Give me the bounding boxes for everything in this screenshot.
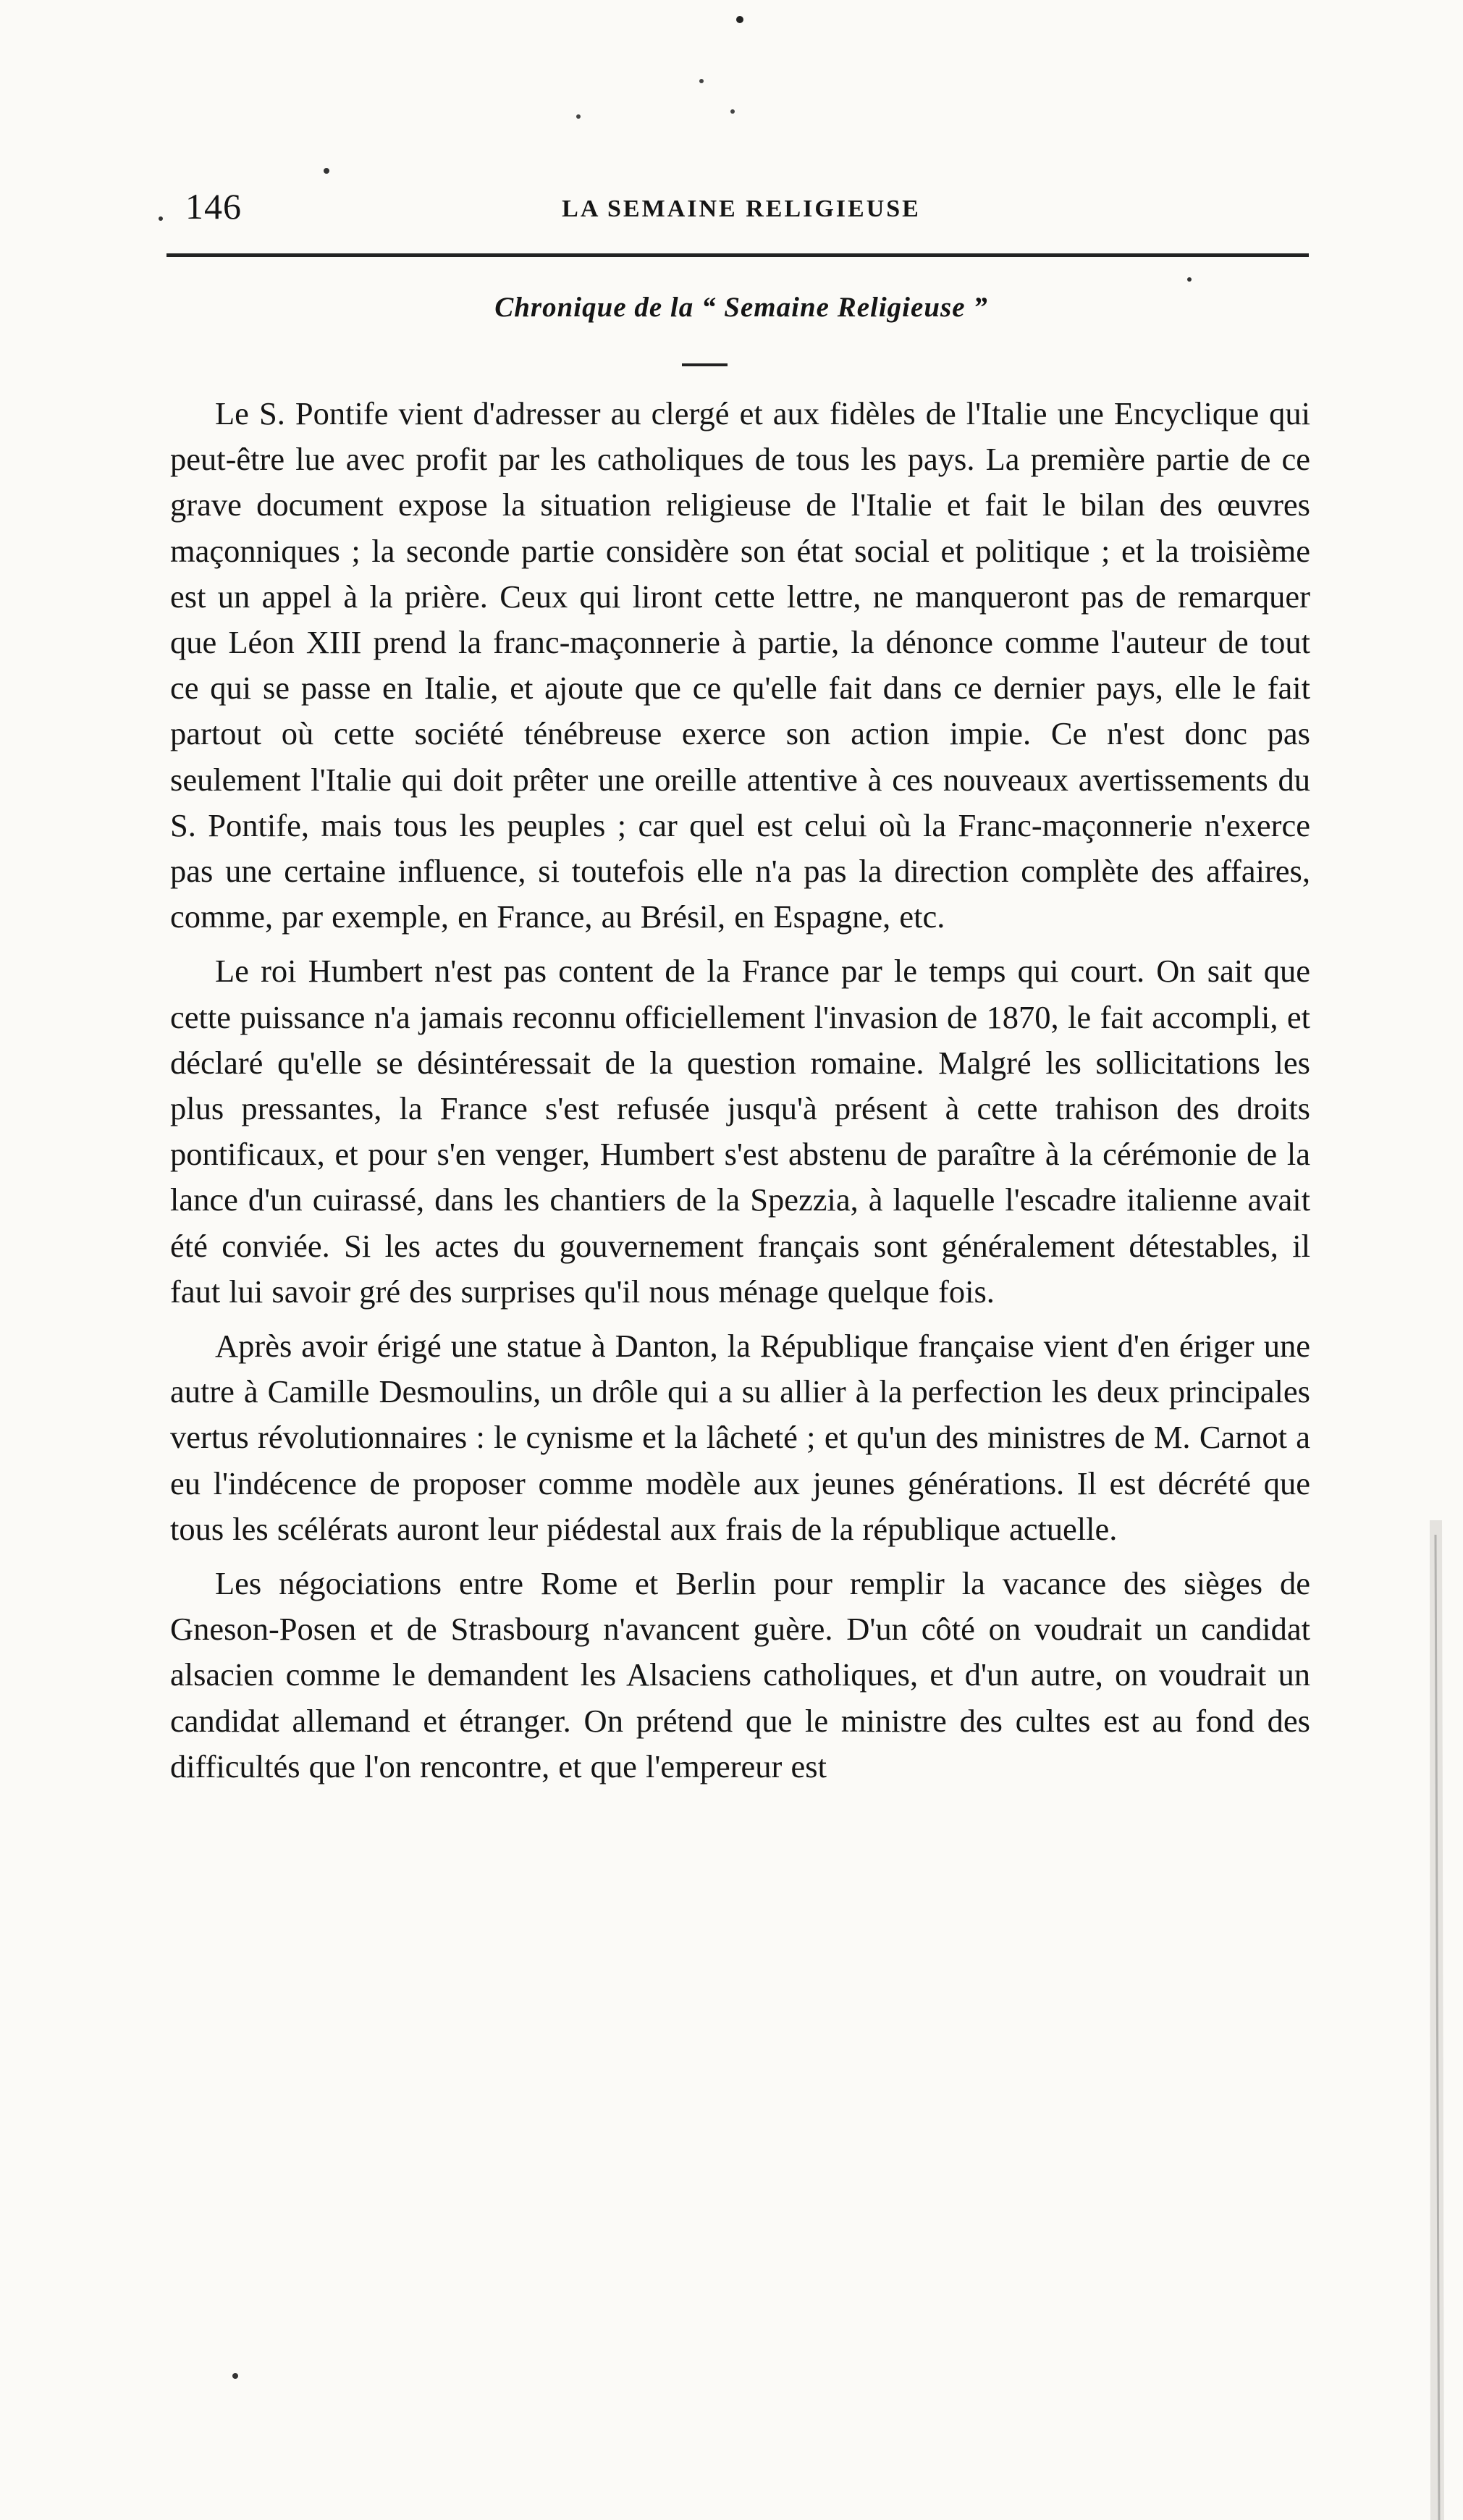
title-divider xyxy=(682,363,728,366)
paragraph-encyclique: Le S. Pontife vient d'adresser au clergé et aux fidèles de l'Italie une Encyclique qui peut-être lue avec profit par les catholiques de tous les pays. La première partie de ce grave document expose la situation religieuse de l'Italie et fait le bilan des œuvres maçonniques ; la seconde partie considère son état social et politique ; et la troisième est un appel à la prière. Ceux qui liront cette lettre, ne manqueront pas de remarquer que Léon XIII prend la franc-maçonnerie à partie, la dénonce comme l'auteur de tout ce qui se passe en Italie, et ajoute que ce qu'elle fait dans ce dernier pays, elle le fait partout où cette société ténébreuse exerce son action impie. Ce n'est donc pas seulement l'Italie qui doit prêter une oreille attentive à ces nouveaux avertissements du S. Pontife, mais tous les peuples ; car quel est celui où la Franc-maçonnerie n'exerce pas une certaine influence, si toutefois elle n'a pas la direction complète des affaires, comme, par exemple, en France, au Brésil, en Espagne, etc. xyxy=(170,395,1310,935)
header-rule xyxy=(166,253,1309,257)
running-title: LA SEMAINE RELIGIEUSE xyxy=(562,195,921,222)
paragraph-negociations: Les négociations entre Rome et Berlin pour remplir la vacance des sièges de Gneson-Posen et de Strasbourg n'avancent guère. D'un côté on voudrait un candidat alsacien comme le demandent les Alsaciens catholiques, et d'un autre, on voudrait un candidat allemand et étranger. On prétend que le ministre des cultes est au fond des difficultés que l'on rencontre, et que l'empereur est xyxy=(170,1565,1310,1784)
section-title: Chronique de la “ Semaine Religieuse ” xyxy=(494,292,988,323)
page-header xyxy=(181,185,1302,235)
page-number: 146 xyxy=(185,186,242,227)
article-body xyxy=(170,391,1310,1798)
paragraph-republique-francaise: Après avoir érigé une statue à Danton, la République française vient d'en ériger une autre à Camille Desmoulins, un drôle qui a su allier à la perfection les deux principales vertus révolutionnaires : le cynisme et la lâcheté ; et qu'un des ministres de M. Carnot a eu l'indécence de proposer comme modèle aux jeunes générations. Il est décrété que tous les scélérats auront leur piédestal aux frais de la république actuelle. xyxy=(170,1328,1310,1547)
paragraph-roi-humbert: Le roi Humbert n'est pas content de la France par le temps qui court. On sait que cette puissance n'a jamais reconnu officiellement l'invasion de 1870, le fait accompli, et déclaré qu'elle se désintéressait de la question romaine. Malgré les sollicitations les plus pressantes, la France s'est refusée jusqu'à présent à cette trahison des droits pontificaux, et pour s'en venger, Humbert s'est abstenu de paraître à la cérémonie de la lance d'un cuirassé, dans les chantiers de la Spezzia, à laquelle l'escadre italienne avait été conviée. Si les actes du gouvernement français sont généralement détestables, il faut lui savoir gré des surprises qu'il nous ménage quelque fois. xyxy=(170,953,1310,1310)
